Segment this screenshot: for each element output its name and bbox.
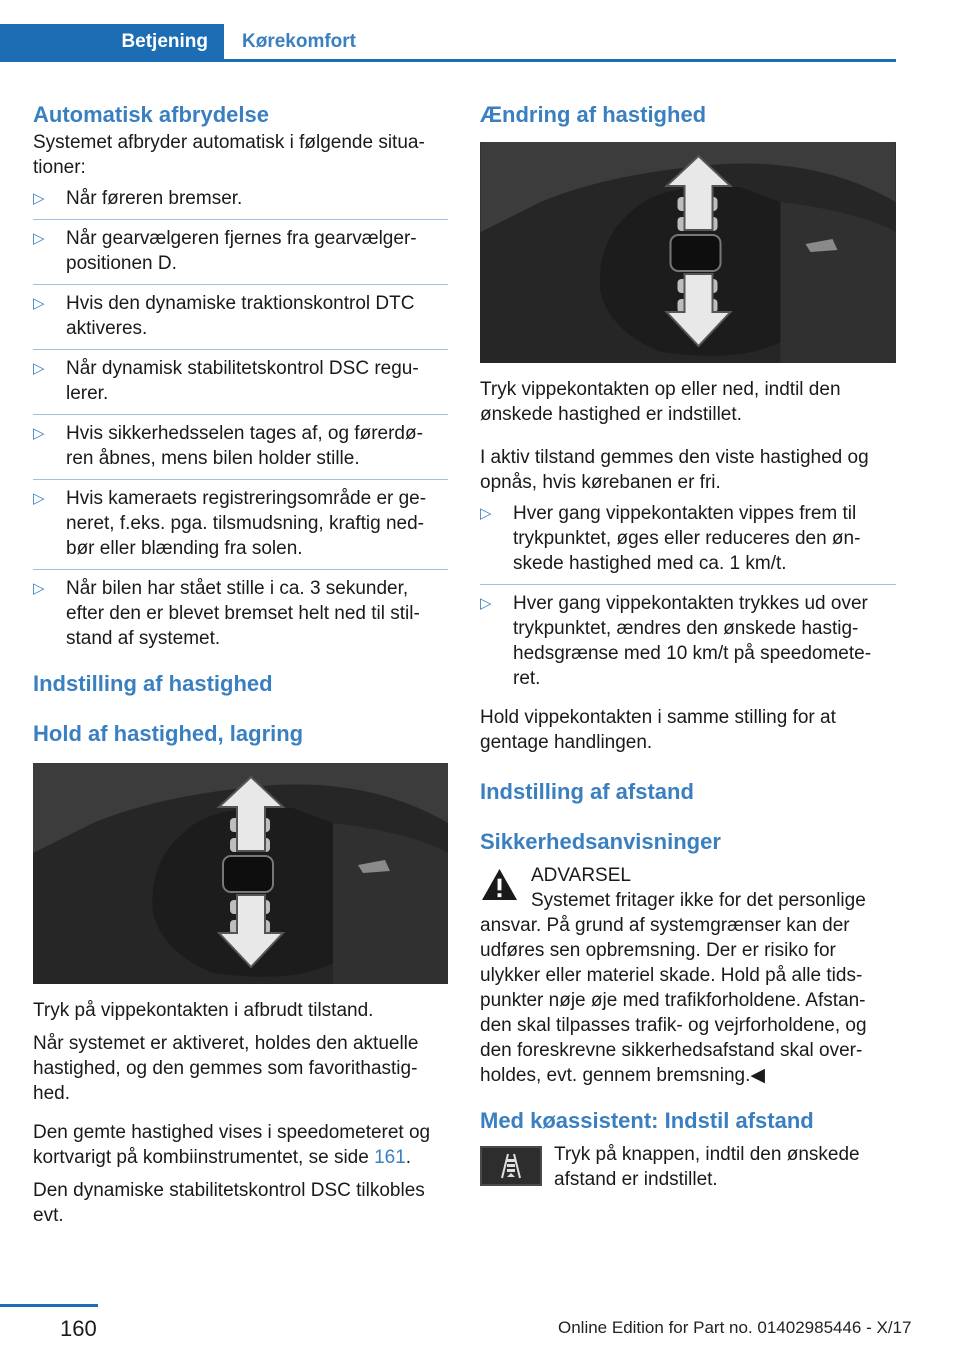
triangle-right-icon: ▷: [33, 230, 45, 247]
tab-korekomfort[interactable]: Kørekomfort: [242, 31, 357, 52]
distance-button-icon: [480, 1146, 542, 1186]
triangle-right-icon: ▷: [33, 425, 45, 442]
triangle-right-icon: ▷: [33, 580, 45, 597]
list-speed-change: [480, 501, 896, 699]
paragraph-hold-switch: Hold vippekontakten i samme stilling for at gentage handlingen.: [480, 707, 836, 753]
triangle-right-icon: ▷: [33, 360, 45, 377]
tab-betjening[interactable]: Betjening: [0, 24, 224, 59]
warning-block: [480, 863, 896, 1088]
warning-title: ADVARSEL: [531, 865, 631, 886]
right-column: [480, 100, 896, 1192]
page-reference-link[interactable]: 161: [374, 1147, 406, 1168]
heading-speed-change: Ændring af hastighed: [480, 102, 707, 127]
footer-edition: Online Edition for Part no. 01402985446 - X/17: [558, 1318, 912, 1337]
list-item: ▷ Hver gang vippekontakten trykkes ud over trykpunktet, ændres den ønskede hastig‐hedsgrænse med 10 km/t på speedomete‐ret.: [480, 593, 872, 689]
list-automatic-stop: [33, 186, 448, 659]
triangle-right-icon: ▷: [480, 595, 492, 612]
queue-assistant-block: [480, 1142, 896, 1192]
heading-automatic-stop: Automatisk afbrydelse: [33, 102, 269, 127]
warning-text: Systemet fritager ikke for det personlige ansvar. På grund af systemgrænser kan der udføres sen opbremsning. Der er risiko for ulykker eller materiel skade. Hold på alle tids‐punkter nøje øje med trafikforholdene. Afstan‐den skal tilpasses trafik- og vejrforholdene, og den foreskrevne sikkerhedsafstand skal over‐holdes, evt. gennem bremsning.◀: [480, 890, 867, 1086]
paragraph-press-button: Tryk på knappen, indtil den ønskede afstand er indstillet.: [554, 1144, 860, 1190]
footer-rule: [0, 1304, 98, 1307]
paragraph-press-switch: Tryk på vippekontakten i afbrudt tilstand.: [33, 1000, 374, 1021]
heading-distance-setting: Indstilling af afstand: [480, 779, 694, 804]
paragraph-active-state: I aktiv tilstand gemmes den viste hastighed og opnås, hvis kørebanen er fri.: [480, 447, 869, 493]
list-item: ▷ Hvis sikkerhedsselen tages af, og førerdø‐ren åbnes, mens bilen holder stille.: [33, 421, 448, 480]
header-tabs: [0, 24, 896, 62]
triangle-right-icon: ▷: [33, 490, 45, 507]
list-item: ▷ Når dynamisk stabilitetskontrol DSC regu‐lerer.: [33, 356, 448, 415]
list-item: ▷ Hvis kameraets registreringsområde er ge‐neret, f.eks. pga. tilsmudsning, kraftig ned‐bør eller blænding fra solen.: [33, 486, 448, 570]
paragraph-automatic-stop: Systemet afbryder automatisk i følgende situa‐tioner:: [33, 132, 425, 178]
list-item: ▷ Når føreren bremser.: [33, 186, 448, 220]
list-item: ▷ Når gearvælgeren fjernes fra gearvælger‐positionen D.: [33, 226, 448, 285]
heading-speed-setting: Indstilling af hastighed: [33, 671, 273, 696]
heading-queue-assistant: Med køassistent: Indstil afstand: [480, 1108, 814, 1133]
triangle-right-icon: ▷: [33, 295, 45, 312]
left-column: [33, 100, 448, 1228]
heading-speed-hold: Hold af hastighed, lagring: [33, 721, 304, 746]
heading-safety-notes: Sikkerhedsanvisninger: [480, 829, 721, 854]
triangle-right-icon: ▷: [33, 190, 45, 207]
list-item: ▷ Når bilen har stået stille i ca. 3 sekunder, efter den er blevet bremset helt ned til stil‐stand af systemet.: [33, 578, 420, 649]
paragraph-press-up-down: Tryk vippekontakten op eller ned, indtil den ønskede hastighed er indstillet.: [480, 379, 841, 425]
paragraph-system-activated: Når systemet er aktiveret, holdes den aktuelle hastighed, og den gemmes som favorithastig‐hed.: [33, 1033, 419, 1104]
warning-triangle-icon: [480, 867, 519, 902]
paragraph-stored-speed: Den gemte hastighed vises i speedometeret og kortvarigt på kombiinstrumentet, se side 161.: [33, 1122, 431, 1168]
paragraph-dsc: Den dynamiske stabilitetskontrol DSC tilkobles evt.: [33, 1180, 425, 1226]
steering-wheel-photo: [480, 142, 896, 363]
triangle-right-icon: ▷: [480, 505, 492, 522]
list-item: ▷ Hvis den dynamiske traktionskontrol DTC aktiveres.: [33, 291, 448, 350]
steering-wheel-photo: [33, 763, 448, 984]
list-item: ▷ Hver gang vippekontakten vippes frem til trykpunktet, øges eller reduceres den øn‐skede hastighed med ca. 1 km/t.: [480, 501, 896, 585]
page-number: 160: [60, 1316, 97, 1341]
